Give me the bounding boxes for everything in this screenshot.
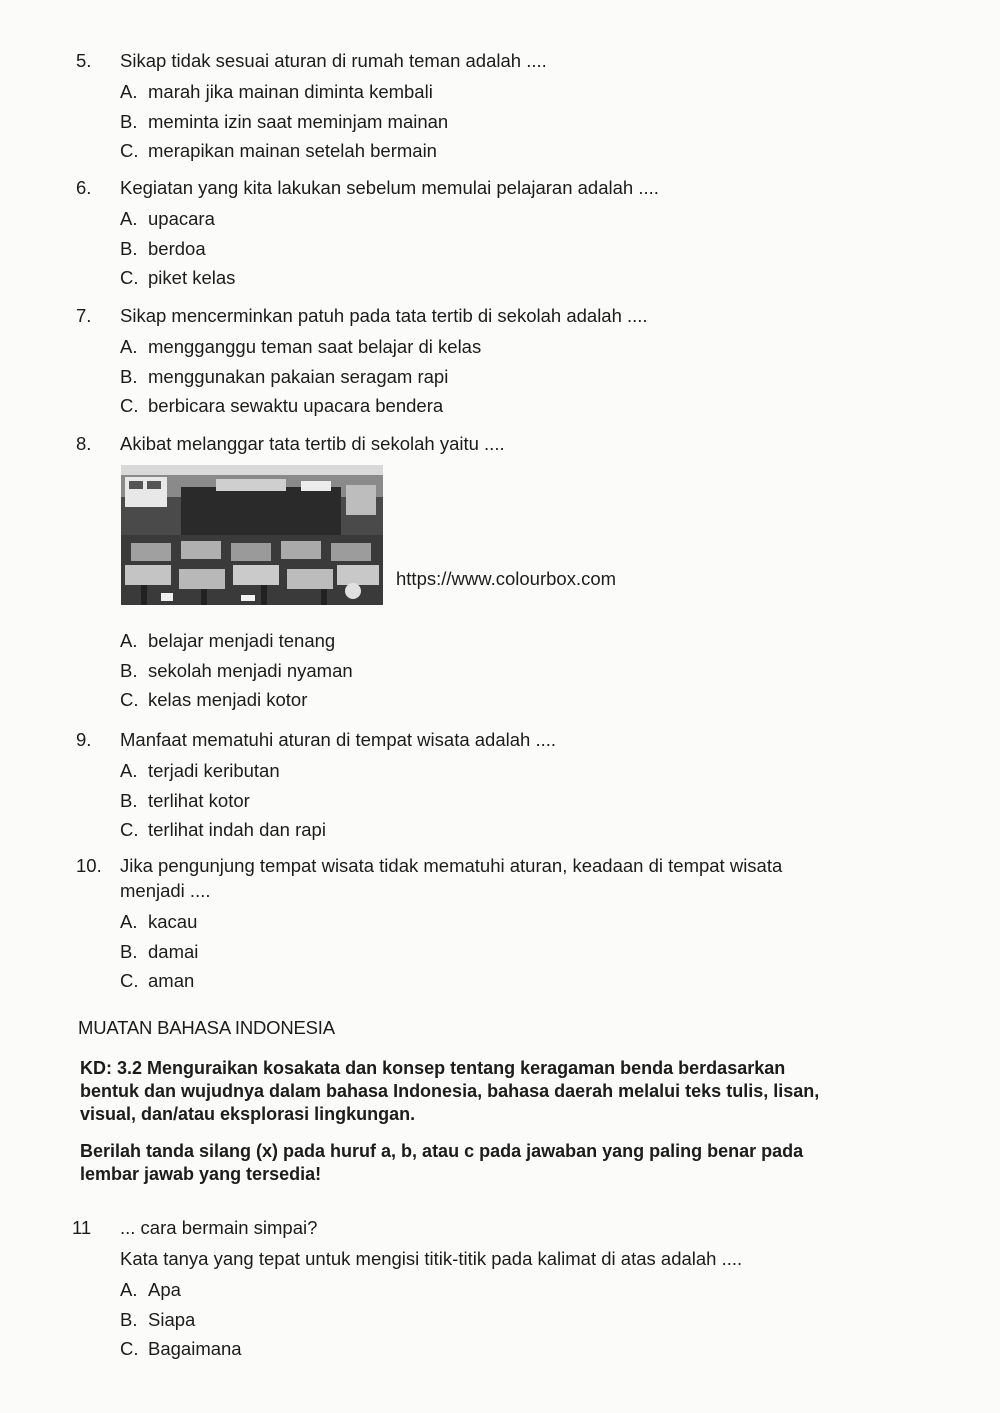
question-number: 8.: [76, 433, 92, 454]
option-list: [120, 756, 876, 845]
messy-classroom-photo: [121, 465, 383, 605]
question-11: [72, 1215, 872, 1364]
option-c[interactable]: C. merapikan mainan setelah bermain: [120, 140, 437, 161]
option-list: [120, 332, 876, 421]
question-10: [76, 853, 836, 996]
kd-statement: KD: 3.2 Menguraikan kosakata dan konsep tentang keragaman benda berdasarkan bentuk dan wujudnya dalam bahasa Indonesia, bahasa daerah melalui teks tulis, lisan, visual, dan/atau eksplorasi lingkungan.: [80, 1058, 820, 1124]
classroom-illustration: [121, 465, 383, 605]
option-list: [120, 907, 836, 996]
option-c[interactable]: C. Bagaimana: [120, 1338, 242, 1359]
option-b[interactable]: B. sekolah menjadi nyaman: [120, 659, 353, 681]
question-number: 11: [72, 1217, 92, 1238]
option-list: [120, 626, 876, 715]
option-b[interactable]: B. meminta izin saat meminjam mainan: [120, 110, 449, 132]
question-6: [76, 175, 876, 293]
option-c[interactable]: C. terlihat indah dan rapi: [120, 819, 326, 840]
option-a[interactable]: A. marah jika mainan diminta kembali: [120, 81, 433, 102]
option-b[interactable]: B. damai: [120, 940, 199, 962]
option-list: [120, 204, 876, 293]
question-8: [76, 431, 876, 456]
question-stem: Kegiatan yang kita lakukan sebelum memulai pelajaran adalah ....: [120, 177, 659, 198]
question-number: 9.: [76, 729, 92, 750]
option-b[interactable]: B. terlihat kotor: [120, 789, 250, 811]
option-a[interactable]: A. mengganggu teman saat belajar di kelas: [120, 336, 482, 357]
option-c[interactable]: C. kelas menjadi kotor: [120, 689, 308, 710]
option-a[interactable]: A. kacau: [120, 911, 198, 932]
option-c[interactable]: C. piket kelas: [120, 267, 236, 288]
option-a[interactable]: A. upacara: [120, 208, 215, 229]
question-number: 10.: [76, 855, 102, 876]
option-b[interactable]: B. berdoa: [120, 237, 206, 259]
question-stem: Sikap tidak sesuai aturan di rumah teman adalah ....: [120, 50, 547, 71]
instructions: Berilah tanda silang (x) pada huruf a, b, atau c pada jawaban yang paling benar pada lembar jawab yang tersedia!: [80, 1141, 804, 1184]
question-7: [76, 303, 876, 421]
question-sub-stem: Kata tanya yang tepat untuk mengisi titik-titik pada kalimat di atas adalah ....: [120, 1248, 743, 1269]
option-list: [120, 77, 876, 166]
image-credit: https://www.colourbox.com: [396, 568, 617, 589]
question-number: 7.: [76, 305, 92, 326]
question-number: 6.: [76, 177, 92, 198]
option-c[interactable]: C. berbicara sewaktu upacara bendera: [120, 395, 444, 416]
option-list: [120, 1275, 872, 1364]
section-title: MUATAN BAHASA INDONESIA: [78, 1017, 335, 1038]
option-b[interactable]: B. menggunakan pakaian seragam rapi: [120, 365, 449, 387]
option-a[interactable]: A. terjadi keributan: [120, 760, 280, 781]
question-number: 5.: [76, 50, 92, 71]
option-b[interactable]: B. Siapa: [120, 1308, 196, 1330]
question-stem: ... cara bermain simpai?: [120, 1217, 318, 1238]
question-5: [76, 48, 876, 166]
option-a[interactable]: A. belajar menjadi tenang: [120, 630, 336, 651]
question-stem: Jika pengunjung tempat wisata tidak mematuhi aturan, keadaan di tempat wisata menjadi ....: [120, 855, 783, 901]
question-8-options: [76, 626, 876, 715]
question-stem: Sikap mencerminkan patuh pada tata tertib di sekolah adalah ....: [120, 305, 648, 326]
question-stem: Akibat melanggar tata tertib di sekolah yaitu ....: [120, 433, 505, 454]
option-c[interactable]: C. aman: [120, 970, 195, 991]
option-a[interactable]: A. Apa: [120, 1279, 181, 1300]
question-stem: Manfaat mematuhi aturan di tempat wisata adalah ....: [120, 729, 557, 750]
question-9: [76, 727, 876, 845]
